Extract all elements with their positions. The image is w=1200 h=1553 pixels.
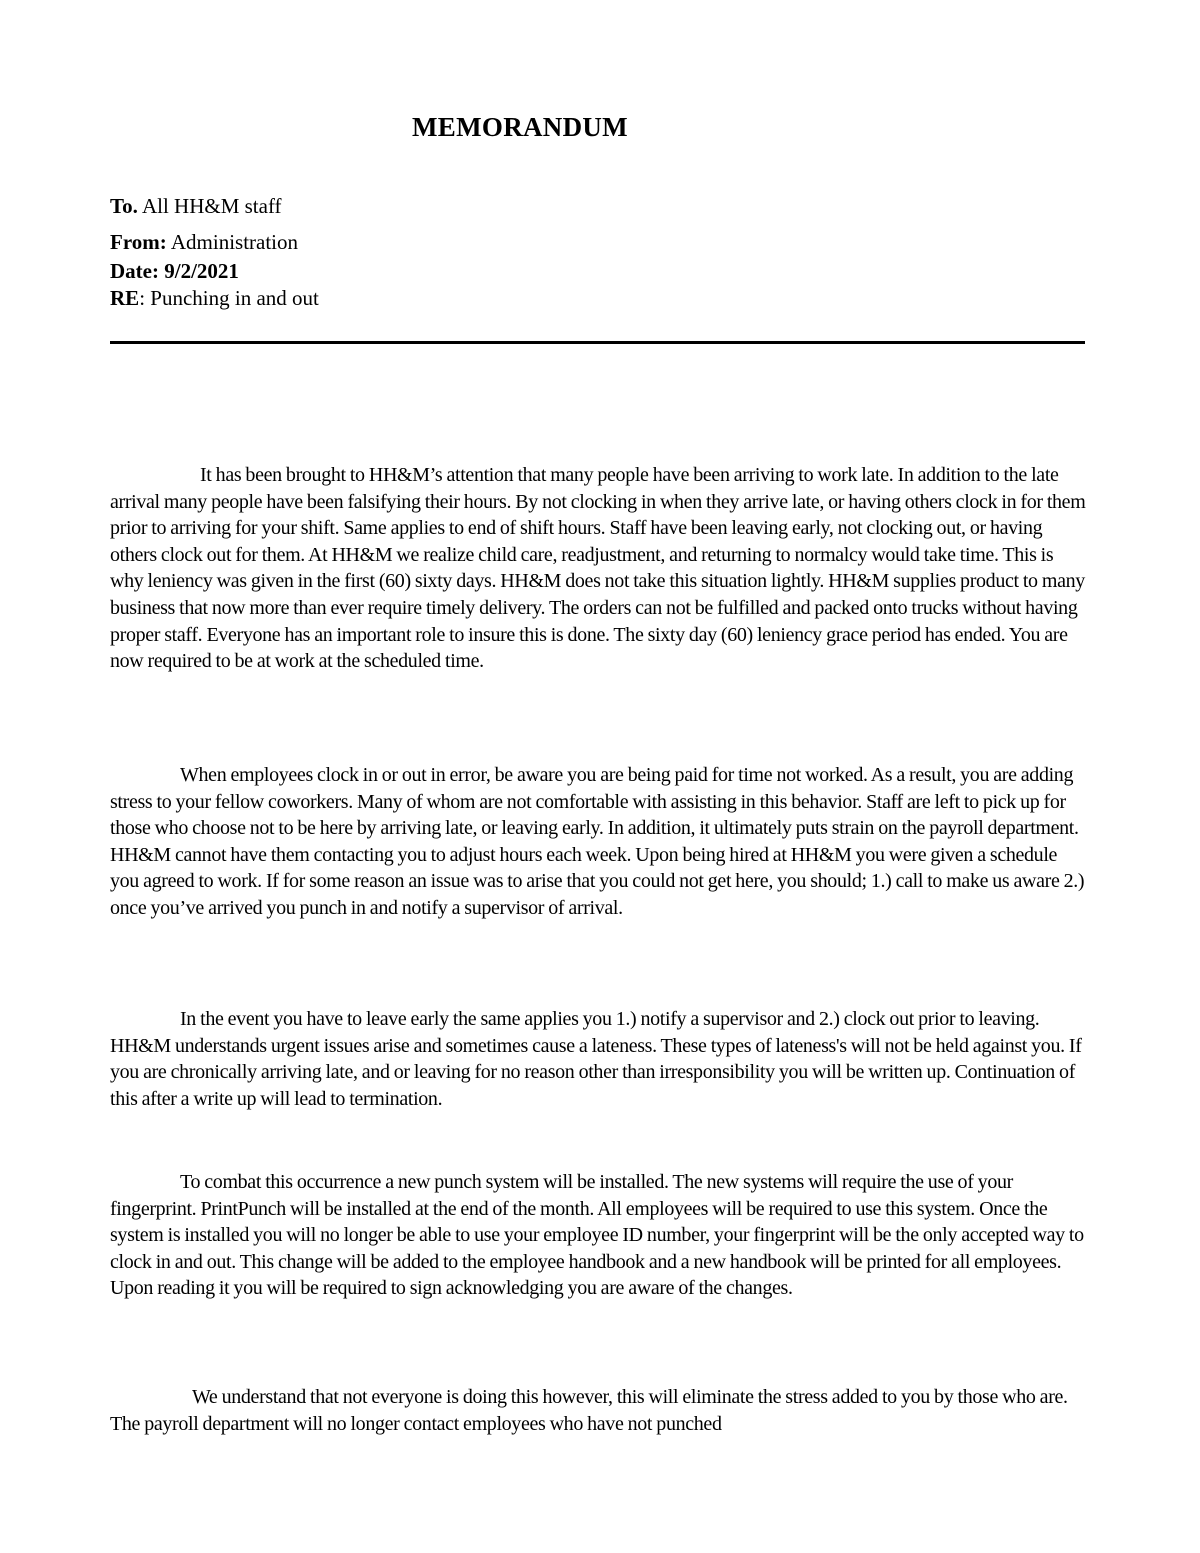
re-value: : Punching in and out (139, 286, 319, 310)
date-label: Date: (110, 259, 159, 283)
to-label: To. (110, 194, 138, 218)
body-paragraph-3: In the event you have to leave early the same applies you 1.) notify a supervisor and 2.) clock out prior to leaving. HH&M understands urgent issues arise and sometimes cause a lateness. These types of lateness's will not be held against you. If you are chronically arriving late, and or leaving for no reason other than irresponsibility you will be written up. Continuation of this after a write up will lead to termination. (110, 1008, 1082, 1110)
re-label: RE (110, 286, 140, 310)
to-value: All HH&M staff (141, 194, 282, 218)
date-line (110, 258, 239, 284)
from-label: From: (110, 230, 167, 254)
body-paragraph-5: We understand that not everyone is doing this however, this will eliminate the stress added to you by those who are. The payroll department will no longer contact employees who have not punched (110, 1386, 1068, 1435)
from-value: Administration (170, 230, 299, 254)
to-line (110, 193, 282, 219)
re-line (110, 285, 319, 311)
body-paragraph-1: It has been brought to HH&M’s attention that many people have been arriving to work late. In addition to the late arrival many people have been falsifying their hours. By not clocking in when they arrive late, or having others clock in for them prior to arriving for your shift. Same applies to end of shift hours. Staff have been leaving early, not clocking out, or having others clock out for them. At HH&M we realize child care, readjustment, and returning to normalcy would take time. This is why leniency was given in the first (60) sixty days. HH&M does not take this situation lightly. HH&M supplies product to many business that now more than ever require timely delivery. The orders can not be fulfilled and packed onto trucks without having proper staff. Everyone has an important role to insure this is done. The sixty day (60) leniency grace period has ended. You are now required to be at work at the scheduled time. (110, 464, 1086, 673)
from-line (110, 229, 298, 255)
header-divider (110, 341, 1085, 344)
memo-title: MEMORANDUM (412, 112, 628, 142)
date-value: 9/2/2021 (164, 259, 239, 283)
body-paragraph-2: When employees clock in or out in error, be aware you are being paid for time not worked. As a result, you are adding stress to your fellow coworkers. Many of whom are not comfortable with assisting in this behavior. Staff are left to pick up for those who choose not to be here by arriving late, or leaving early. In addition, it ultimately puts strain on the payroll department. HH&M cannot have them contacting you to adjust hours each week. Upon being hired at HH&M you were given a schedule you agreed to work. If for some reason an issue was to arise that you could not get here, you should; 1.) call to make us aware 2.) once you’ve arrived you punch in and notify a supervisor of arrival. (110, 764, 1085, 919)
body-paragraph-4: To combat this occurrence a new punch system will be installed. The new systems will require the use of your fingerprint. PrintPunch will be installed at the end of the month. All employees will be required to use this system. Once the system is installed you will no longer be able to use your employee ID number, your fingerprint will be the only accepted way to clock in and out. This change will be added to the employee handbook and a new handbook will be printed for all employees. Upon reading it you will be required to sign acknowledging you are aware of the changes. (110, 1171, 1084, 1300)
